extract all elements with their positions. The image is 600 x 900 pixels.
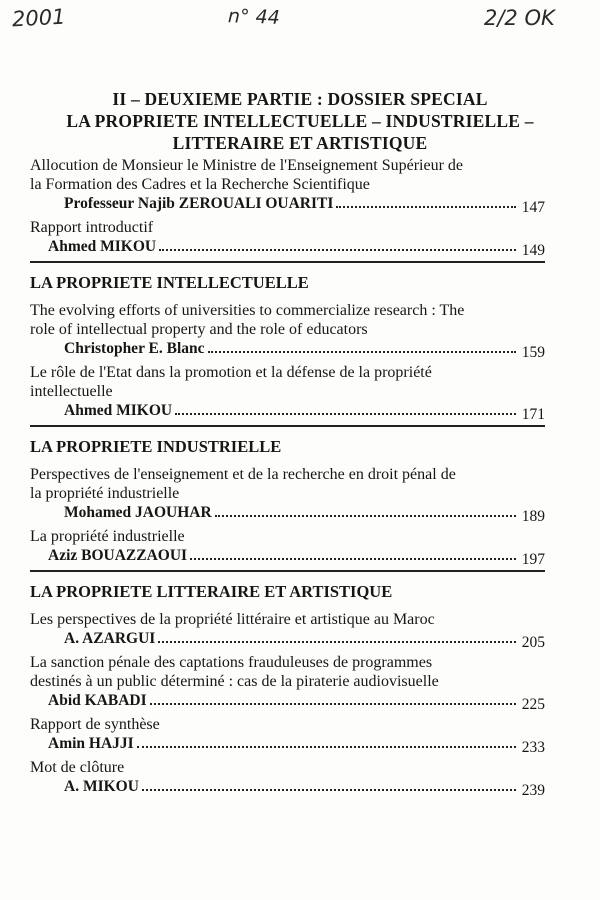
entry-author-line: [30, 503, 545, 523]
entry-author-line: [30, 237, 545, 257]
entry-author-line: [30, 339, 545, 359]
entry-author: Christopher E. Blanc: [64, 340, 205, 357]
entry-author: Mohamed JAOUHAR: [64, 504, 212, 521]
handwritten-issue-number: n° 44: [227, 5, 281, 29]
toc-entry[interactable]: [30, 610, 545, 649]
toc-entry[interactable]: [30, 465, 545, 523]
entry-author-line: [30, 777, 545, 797]
entry-title-line: Le rôle de l'Etat dans la promotion et la défense de la propriété: [30, 364, 432, 381]
entry-title-line: The evolving efforts of universities to commercialize research : The: [30, 302, 465, 319]
part-title-line: LA PROPRIETE INTELLECTUELLE – INDUSTRIELLE –: [66, 111, 534, 131]
entry-author: A. AZARGUI: [64, 630, 156, 647]
entry-title-line: Rapport introductif: [30, 219, 154, 236]
entry-title-line: Mot de clôture: [30, 759, 125, 776]
entry-author-line: [30, 691, 545, 711]
entry-page-number: 159: [521, 344, 545, 361]
entry-title-line: la propriété industrielle: [30, 485, 180, 502]
entry-title-line: Perspectives de l'enseignement et de la recherche en droit pénal de: [30, 466, 456, 483]
entry-title-line: destinés à un public déterminé : cas de la piraterie audiovisuelle: [30, 673, 439, 690]
part-title: [0, 88, 600, 154]
entry-author: Ahmed MIKOU: [48, 238, 157, 255]
entry-author-line: [30, 629, 545, 649]
entry-author: Amin HAJJI: [48, 735, 134, 752]
toc-entry[interactable]: [30, 156, 545, 214]
dot-leader: [208, 351, 516, 353]
entry-author-line: [30, 194, 545, 214]
entry-author-line: [30, 734, 545, 754]
toc-entry[interactable]: [30, 758, 545, 797]
toc-entry[interactable]: [30, 527, 545, 566]
dot-leader: [142, 789, 516, 791]
toc-entry[interactable]: [30, 653, 545, 711]
dot-leader: [336, 206, 515, 208]
dot-leader: [159, 249, 516, 251]
dot-leader: [150, 703, 516, 705]
entry-page-number: 225: [521, 696, 545, 713]
part-title-line: II – DEUXIEME PARTIE : DOSSIER SPECIAL: [112, 89, 488, 109]
entry-title-line: la Formation des Cadres et la Recherche Scientifique: [30, 176, 370, 193]
handwritten-check-note: 2/2 OK: [484, 6, 555, 30]
entry-author: Aziz BOUAZZAOUI: [48, 547, 188, 564]
dot-leader: [190, 558, 516, 560]
section-divider: [30, 570, 545, 572]
entry-author-line: [30, 401, 545, 421]
entry-title-line: Rapport de synthèse: [30, 716, 160, 733]
dot-leader: [215, 515, 516, 517]
entry-author: Ahmed MIKOU: [64, 402, 173, 419]
dot-leader: [175, 413, 516, 415]
entry-title-line: role of intellectual property and the role of educators: [30, 321, 368, 338]
entry-author: Abid KABADI: [48, 692, 147, 709]
entry-page-number: 149: [521, 242, 545, 259]
entry-title-line: La sanction pénale des captations frauduleuses de programmes: [30, 654, 433, 671]
entry-title-line: La propriété industrielle: [30, 528, 185, 545]
entry-author-line: [30, 546, 545, 566]
section-divider: [30, 261, 545, 263]
table-of-contents: [30, 156, 545, 801]
toc-entry[interactable]: [30, 363, 545, 421]
section-divider: [30, 425, 545, 427]
section-heading: LA PROPRIETE INTELLECTUELLE: [30, 273, 309, 292]
handwritten-year: 2001: [11, 4, 67, 32]
dot-leader: [158, 641, 515, 643]
entry-page-number: 189: [521, 508, 545, 525]
entry-page-number: 205: [521, 634, 545, 651]
entry-page-number: 197: [521, 551, 545, 568]
part-title-line: LITTERAIRE ET ARTISTIQUE: [172, 133, 428, 153]
dot-leader: [137, 746, 516, 748]
entry-page-number: 171: [521, 406, 545, 423]
entry-title-line: Allocution de Monsieur le Ministre de l'Enseignement Supérieur de: [30, 157, 464, 174]
entry-author: Professeur Najib ZEROUALI OUARITI: [64, 195, 334, 212]
section-heading: LA PROPRIETE INDUSTRIELLE: [30, 437, 282, 456]
entry-page-number: 147: [521, 199, 545, 216]
toc-entry[interactable]: [30, 301, 545, 359]
entry-title-line: intellectuelle: [30, 383, 113, 400]
toc-entry[interactable]: [30, 218, 545, 257]
entry-page-number: 233: [521, 739, 545, 756]
entry-page-number: 239: [521, 782, 545, 799]
entry-title-line: Les perspectives de la propriété littéraire et artistique au Maroc: [30, 611, 435, 628]
entry-author: A. MIKOU: [64, 778, 139, 795]
toc-entry[interactable]: [30, 715, 545, 754]
section-heading: LA PROPRIETE LITTERAIRE ET ARTISTIQUE: [30, 582, 393, 601]
